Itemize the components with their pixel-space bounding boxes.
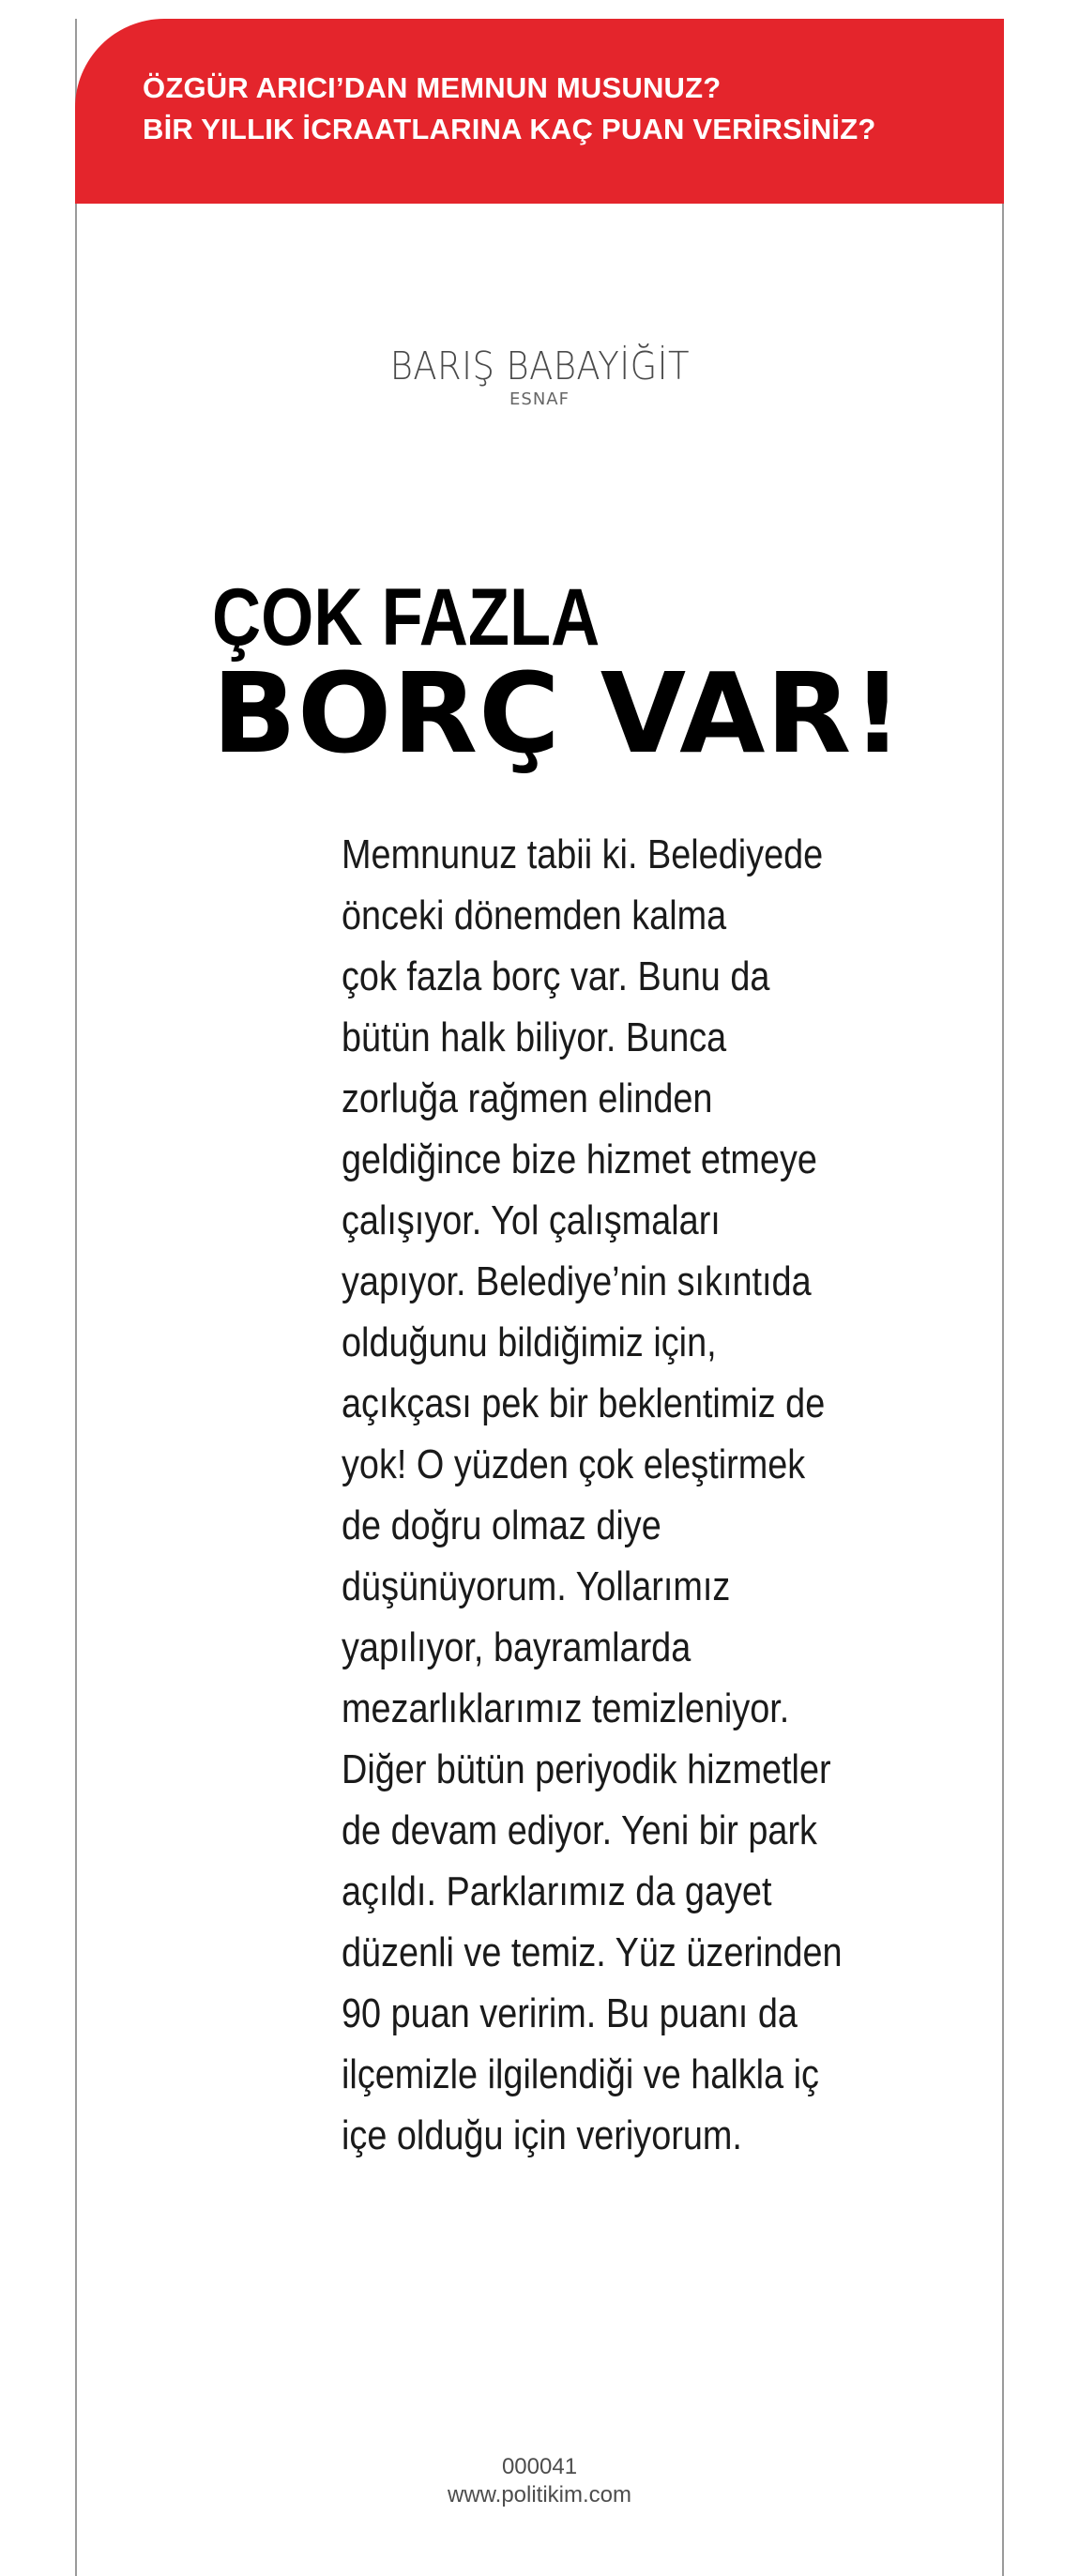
question-banner <box>75 19 1004 204</box>
footer <box>0 2453 1079 2509</box>
quote-line: düzenli ve temiz. Yüz üzerinden <box>342 1929 843 1975</box>
question-line-1: ÖZGÜR ARICI’DAN MEMNUN MUSUNUZ? <box>143 71 722 104</box>
headline <box>212 572 904 778</box>
question-line-2: BİR YILLIK İCRAATLARINA KAÇ PUAN VERİRSİNİZ? <box>143 113 876 145</box>
quote-line: 90 puan veririm. Bu puanı da <box>342 1990 798 2036</box>
quote-line: zorluğa rağmen elinden <box>342 1075 713 1121</box>
quote-line: yapıyor. Belediye’nin sıkıntıda <box>342 1258 812 1304</box>
page-code: 000041 <box>501 2454 578 2479</box>
quote-line: çalışıyor. Yol çalışmaları <box>342 1197 721 1243</box>
quote-line: düşünüyorum. Yollarımız <box>342 1563 731 1609</box>
quote-line: yapılıyor, bayramlarda <box>342 1624 691 1670</box>
quote-line: de doğru olmaz diye <box>342 1502 661 1548</box>
quote-line: ilçemizle ilgilendiği ve halkla iç <box>342 2051 819 2097</box>
quote-line: olduğunu bildiğimiz için, <box>342 1319 717 1365</box>
quote-line: de devam ediyor. Yeni bir park <box>342 1807 817 1853</box>
headline-line-2: BORÇ VAR! <box>212 648 904 778</box>
quote-line: içe olduğu için veriyorum. <box>342 2112 742 2158</box>
interviewee-role: ESNAF <box>509 389 570 409</box>
quote-line: açıkçası pek bir beklentimiz de <box>342 1380 826 1426</box>
interviewee <box>0 343 1079 411</box>
quote-line: bütün halk biliyor. Bunca <box>342 1014 727 1060</box>
headline-line-1: ÇOK FAZLA <box>212 572 600 663</box>
quote-line: Diğer bütün periyodik hizmetler <box>342 1746 831 1792</box>
quote-line: geldiğince bize hizmet etmeye <box>342 1136 817 1182</box>
quote-line: açıldı. Parklarımız da gayet <box>342 1868 772 1914</box>
quote-line: yok! O yüzden çok eleştirmek <box>342 1441 806 1487</box>
interviewee-name: BARIŞ BABAYİĞİT <box>389 343 690 389</box>
quote-line: önceki dönemden kalma <box>342 892 727 938</box>
site-url[interactable]: www.politikim.com <box>447 2482 632 2507</box>
quote-line: çok fazla borç var. Bunu da <box>342 953 770 999</box>
quote-body <box>342 824 942 2166</box>
quote-line: Memnunuz tabii ki. Belediyede <box>342 831 824 877</box>
quote-line: mezarlıklarımız temizleniyor. <box>342 1685 790 1731</box>
